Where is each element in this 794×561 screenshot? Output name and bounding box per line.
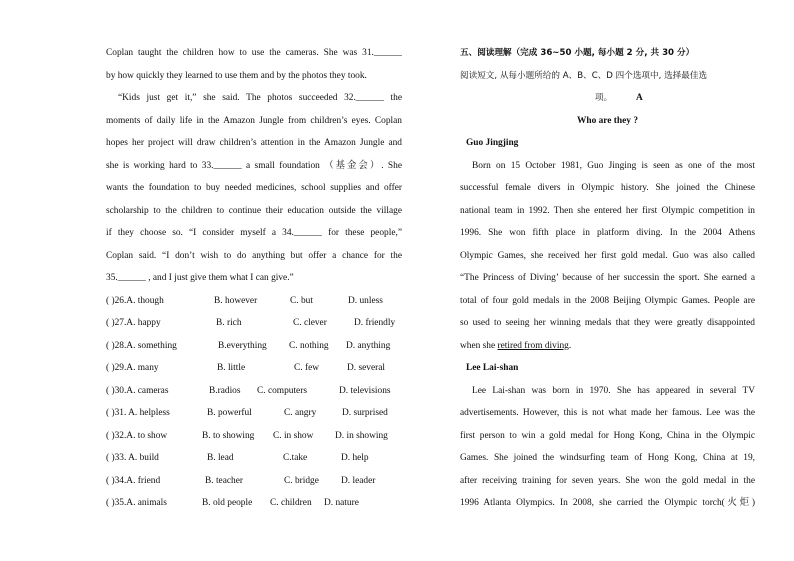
passage-line: advertisements. However, this is not what made her famous. Lee was the — [460, 408, 755, 418]
cloze-line: Coplan said. “I don’t wish to do anything but offer a chance for the — [106, 250, 402, 261]
question-row — [106, 492, 402, 515]
question-number-option-a: ( )26.A. though — [106, 295, 164, 306]
option-d: D. help — [341, 453, 369, 463]
instruction-end: 项。 — [595, 93, 613, 103]
passage-label: A — [636, 93, 643, 103]
option-c: C. computers — [257, 385, 307, 396]
passage-title: Who are they ? — [576, 115, 639, 126]
question-row — [106, 447, 402, 470]
cloze-line: hopes her project will draw children’s attention in the Amazon Jungle and — [106, 138, 402, 148]
passage-text: . — [568, 340, 572, 351]
passage-line: successful female divers in Olympic history. She joined the Chinese — [460, 183, 755, 193]
option-b: B. powerful — [207, 408, 252, 418]
option-c: C. in show — [273, 430, 314, 441]
question-row — [106, 425, 402, 448]
option-b: B. to showing — [202, 430, 255, 441]
question-number-option-a: ( )27.A. happy — [106, 318, 161, 328]
question-row — [106, 357, 402, 380]
passage-line — [460, 335, 755, 358]
instruction-continued — [460, 87, 755, 110]
question-number-option-a: ( )35.A. animals — [106, 498, 167, 508]
underlined-phrase: retired from diving — [497, 340, 569, 351]
instruction: 阅读短文, 从每小题所给的 A、B、C、D 四个选项中, 选择最佳选 — [460, 70, 708, 81]
passage-line: after receiving training for seven years. She won the gold medal in the — [460, 475, 755, 486]
passage-text: when she — [460, 340, 498, 351]
question-number-option-a: ( )28.A. something — [106, 340, 177, 351]
person-name-1: Guo Jingjing — [466, 138, 519, 148]
option-d: D. in showing — [335, 430, 388, 441]
option-c: C. bridge — [284, 475, 319, 486]
option-d: D. televisions — [339, 385, 391, 396]
option-d: D. leader — [341, 475, 376, 486]
option-b: B. little — [217, 363, 246, 373]
passage-line: national team in 1992. Then she entered her first Olympic competition in — [460, 205, 755, 216]
option-b: B.everything — [218, 340, 267, 351]
question-row — [106, 380, 402, 403]
passage-line: total of four gold medals in the 2008 Beijing Olympic Games. People are — [460, 295, 755, 306]
question-row — [106, 335, 402, 358]
option-b: B. rich — [216, 318, 242, 328]
right-column — [460, 42, 755, 515]
option-c: C.take — [283, 453, 308, 463]
question-row — [106, 312, 402, 335]
question-number-option-a: ( )33. A. build — [106, 453, 159, 463]
cloze-line: if they choose so. “I consider myself a 34.______ for these people,” — [106, 228, 402, 238]
option-c: C. few — [294, 363, 319, 373]
passage-line: Lee Lai-shan was born in 1970. She has appeared in several TV — [472, 385, 755, 396]
cloze-line: by how quickly they learned to use them and by the photos they took. — [106, 70, 367, 81]
question-number-option-a: ( )34.A. friend — [106, 475, 161, 486]
option-d: D. nature — [324, 498, 359, 508]
person-name-2: Lee Lai-shan — [466, 363, 519, 373]
question-number-option-a: ( )31. A. helpless — [106, 408, 170, 418]
question-row — [106, 470, 402, 493]
option-c: C. but — [290, 295, 313, 306]
question-number-option-a: ( )29.A. many — [106, 363, 159, 373]
passage-line: Olympic Games, she received her first gold medal. Guo was also called — [460, 250, 755, 261]
passage-line: Games. She joined the windsurfing team of Hong Kong, China at 19, — [460, 453, 755, 463]
cloze-line: moments of daily life in the Amazon Jungle from children’s eyes. Coplan — [106, 115, 402, 126]
question-row — [106, 290, 402, 313]
passage-line: 1996 Atlanta Olympics. In 2008, she carried the Olympic torch(火炬) — [460, 498, 755, 508]
option-b: B.radios — [209, 385, 241, 396]
option-c: C. clever — [293, 318, 327, 328]
option-c: C. nothing — [289, 340, 329, 351]
section-title: 五、阅读理解（完成 36~50 小题, 每小题 2 分, 共 30 分） — [460, 48, 695, 58]
option-b: B. lead — [207, 453, 234, 463]
passage-line: “The Princess of Diving’ because of her successin the sport. She earned a — [460, 273, 755, 283]
passage-line: Born on 15 October 1981, Guo Jinging is seen as one of the most — [472, 160, 755, 171]
option-d: D. friendly — [354, 318, 396, 328]
option-d: D. surprised — [342, 408, 388, 418]
option-b: B. teacher — [205, 475, 243, 486]
option-d: D. anything — [346, 340, 391, 351]
question-number-option-a: ( )32.A. to show — [106, 430, 168, 441]
passage-line: first person to win a gold medal for Hong Kong, China in the Olympic — [460, 430, 755, 441]
cloze-line: she is working hard to 33.______ a small foundation （基金会）. She — [106, 160, 402, 171]
cloze-line: Coplan taught the children how to use the cameras. She was 31.______ — [106, 48, 402, 58]
option-d: D. unless — [348, 295, 383, 306]
cloze-line: wants the foundation to buy needed medicines, school supplies and offer — [106, 183, 402, 193]
option-b: B. old people — [202, 498, 253, 508]
question-number-option-a: ( )30.A. cameras — [106, 385, 169, 396]
left-column — [106, 42, 402, 515]
option-d: D. several — [347, 363, 386, 373]
option-b: B. however — [214, 295, 258, 306]
cloze-line: “Kids just get it,” she said. The photos succeeded 32.______ the — [118, 93, 402, 103]
option-c: C. angry — [284, 408, 317, 418]
option-c: C. children — [270, 498, 312, 508]
passage-line: so used to seeing her winning medals that they were greatly disappointed — [460, 318, 755, 328]
passage-line: 1996. She won fifth place in platform diving. In the 2004 Athens — [460, 228, 755, 238]
question-row — [106, 402, 402, 425]
cloze-line: 35.______ , and I just give them what I can give.” — [106, 273, 294, 283]
cloze-line: scholarship to the children to continue their education outside the village — [106, 205, 402, 216]
